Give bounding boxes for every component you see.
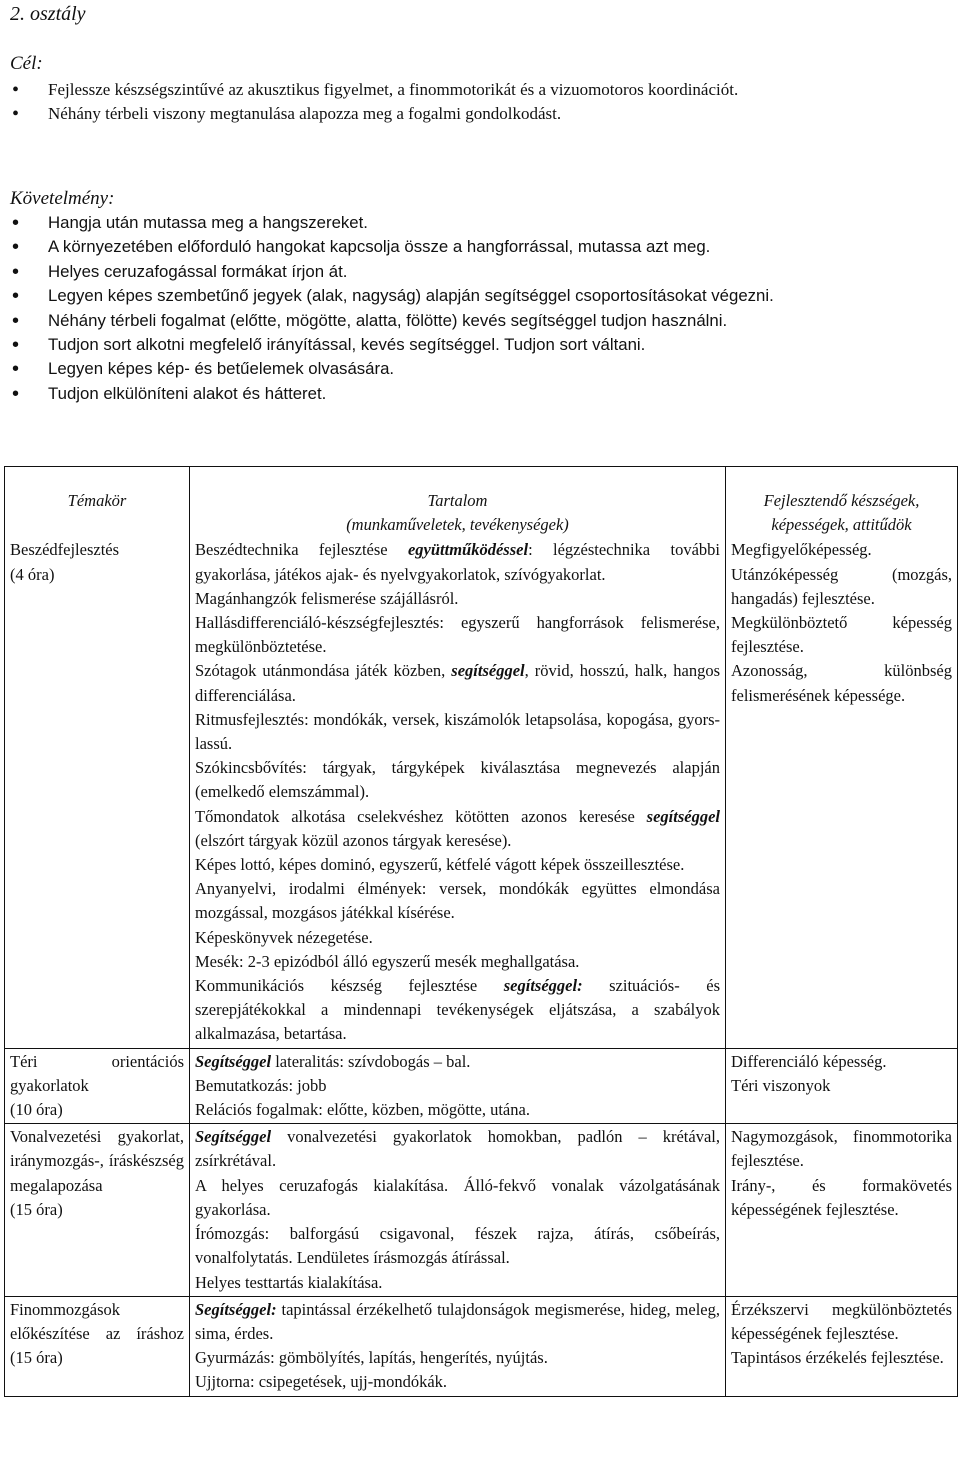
content-text: Mesék: 2-3 epizódból álló egyszerű mesék meghallgatása. (195, 951, 580, 971)
goal-item: • Fejlessze készségszintűvé az akusztikus figyelmet, a finommotorikát és a vizuomotoros koordinációt. (10, 78, 960, 102)
content-paragraph (195, 950, 720, 974)
requirement-item: • Néhány térbeli fogalmat (előtte, mögötte, alatta, fölötte) kevés segítséggel tudjon használni. (10, 309, 960, 333)
content-paragraph (195, 756, 720, 804)
topic-hours: (15 óra) (10, 1199, 63, 1219)
content-paragraph (195, 1346, 720, 1370)
content-cell (190, 537, 726, 1048)
skill-item: Megfigyelőképesség. (731, 540, 872, 560)
topic-hours: (10 óra) (10, 1100, 63, 1120)
content-text: Ujjtorna: csipegetések, ujj-mondókák. (195, 1372, 448, 1392)
emphasis-text: segítséggel (646, 806, 720, 826)
table-row (5, 537, 958, 1048)
header-content (190, 467, 726, 538)
requirement-item: • Helyes ceruzafogással formákat írjon át. (10, 260, 960, 284)
content-paragraph (195, 1125, 720, 1173)
content-text: A helyes ceruzafogás kialakítása. Álló-fekvő vonalak vázolgatásának gyakorlása. (195, 1175, 720, 1219)
skill-item: Érzékszervi megkülönböztetés képességének fejlesztése. (731, 1299, 952, 1343)
skill-item: Tapintásos érzékelés fejlesztése. (731, 1348, 944, 1368)
content-text: Magánhangzók felismerése szájállásról. (195, 588, 459, 608)
header-skills-sublabel: képességek, attitűdök (771, 515, 912, 535)
emphasis-text: Segítséggel (195, 1051, 272, 1071)
content-text: , rövid, hosszú, halk, hangos differenciálása. (195, 661, 720, 705)
topic-name: Beszédfejlesztés (10, 540, 120, 560)
content-text: lateralitás: szívdobogás – bal. (271, 1051, 471, 1071)
content-paragraph (195, 611, 720, 659)
content-paragraph (195, 926, 720, 950)
skills-cell (726, 1124, 958, 1296)
skill-item: Utánzóképesség (mozgás, hangadás) fejlesztése. (731, 564, 952, 608)
content-paragraph (195, 1298, 720, 1346)
requirement-list (10, 211, 960, 406)
content-paragraph (195, 877, 720, 925)
content-text: Bemutatkozás: jobb (195, 1075, 327, 1095)
content-text: Tőmondatok alkotása cselekvéshez kötötten azonos keresése (195, 806, 647, 826)
emphasis-text: Segítséggel (195, 1127, 272, 1147)
emphasis-text: segítséggel (451, 661, 525, 681)
content-text: Relációs fogalmak: előtte, közben, mögötte, utána. (195, 1100, 530, 1120)
content-cell (190, 1296, 726, 1396)
skill-item: Téri viszonyok (731, 1075, 831, 1095)
skill-item: Differenciáló képesség. (731, 1051, 887, 1071)
page-title: 2. osztály (10, 3, 86, 25)
table-row (5, 1048, 958, 1124)
content-text: szituációs- és szerepjátékokkal a mindennapi tevékenységek eljátszása, a szabályok alkalmazása, betartása. (195, 976, 720, 1044)
content-text: vonalvezetési gyakorlatok homokban, padlón – krétával, zsírkrétával. (195, 1127, 720, 1171)
header-skills-label: Fejlesztendő készségek, (763, 491, 920, 510)
goal-heading: Cél: (10, 53, 43, 74)
content-paragraph (195, 1098, 720, 1122)
content-text: Helyes testtartás kialakítása. (195, 1272, 383, 1292)
header-skills (726, 467, 958, 538)
content-paragraph (195, 1174, 720, 1222)
topic-cell (5, 1048, 190, 1124)
skill-item: Irány-, és formakövetés képességének fejlesztése. (731, 1175, 952, 1219)
content-paragraph (195, 1050, 720, 1074)
content-text: Ritmusfejlesztés: mondókák, versek, kiszámolók letapsolása, kopogása, gyors-lassú. (195, 709, 720, 754)
content-text: tapintással érzékelhető tulajdonságok megismerése, hideg, meleg, sima, érdes. (195, 1299, 720, 1343)
content-paragraph (195, 1222, 720, 1270)
content-paragraph (195, 538, 720, 586)
goal-list (10, 78, 960, 127)
content-text: Képes lottó, képes dominó, egyszerű, kétfelé vágott képek összeillesztése. (195, 855, 685, 875)
topic-hours: (15 óra) (10, 1348, 63, 1368)
content-text: Szókincsbővítés: tárgyak, tárgyképek kiválasztása megnevezés alapján (emelkedő elemszámmal). (195, 758, 720, 802)
table-row (5, 1296, 958, 1396)
content-paragraph (195, 974, 720, 1047)
topic-name: Téri orientációs gyakorlatok (10, 1051, 184, 1095)
emphasis-text: együttműködéssel (407, 540, 529, 560)
content-paragraph (195, 1370, 720, 1394)
header-topic (5, 467, 190, 538)
header-content-sublabel: (munkaműveletek, tevékenységek) (346, 515, 569, 535)
content-paragraph (195, 853, 720, 877)
skill-item: Nagymozgások, finommotorika fejlesztése. (731, 1127, 952, 1171)
content-paragraph (195, 708, 720, 756)
content-paragraph (195, 587, 720, 611)
content-text: Képeskönyvek nézegetése. (195, 927, 373, 947)
content-text: Gyurmázás: gömbölyítés, lapítás, hengerítés, nyújtás. (195, 1348, 548, 1368)
requirement-item: • A környezetében előforduló hangokat kapcsolja össze a hangforrással, mutassa azt meg. (10, 235, 960, 259)
requirement-item: • Legyen képes szembetűnő jegyek (alak, nagyság) alapján segítséggel csoportosításokat végezni. (10, 284, 960, 308)
content-text: Beszédtechnika fejlesztése (195, 540, 408, 560)
topic-cell (5, 1124, 190, 1296)
skills-cell (726, 1048, 958, 1124)
content-text: Szótagok utánmondása játék közben, (195, 661, 452, 681)
content-text: Írómozgás: balforgású csigavonal, fészek rajza, átírás, csőbeírás, vonalfolytatás. Lendületes írásmozgás átírással. (195, 1224, 720, 1268)
emphasis-text: Segítséggel: (195, 1299, 277, 1319)
requirement-item: • Legyen képes kép- és betűelemek olvasására. (10, 357, 960, 381)
emphasis-text: segítséggel: (503, 976, 583, 996)
content-cell (190, 1124, 726, 1296)
topic-name: Vonalvezetési gyakorlat, iránymozgás-, íráskészség megalapozása (10, 1127, 184, 1195)
skill-item: Megkülönböztető képesség fejlesztése. (731, 613, 952, 657)
header-content-label: Tartalom (427, 491, 488, 510)
content-paragraph (195, 1271, 720, 1295)
requirement-item: • Tudjon sort alkotni megfelelő irányítással, kevés segítséggel. Tudjon sort váltani. (10, 333, 960, 357)
topic-hours: (4 óra) (10, 564, 55, 584)
content-text: Kommunikációs készség fejlesztése (195, 976, 504, 996)
content-text: : légzéstechnika további gyakorlása, játékos ajak- és nyelvgyakorlatok, szívógyakorlat. (195, 540, 720, 584)
header-topic-label: Témakör (67, 491, 127, 510)
requirement-heading: Követelmény: (10, 188, 115, 209)
content-text: Anyanyelvi, irodalmi élmények: versek, mondókák együttes elmondása mozgással, mozgásos játékkal kísérése. (195, 879, 720, 923)
requirement-item: • Tudjon elkülöníteni alakot és hátteret. (10, 382, 960, 406)
content-text: (elszórt tárgyak közül azonos tárgyak keresése). (195, 830, 512, 850)
skills-cell (726, 1296, 958, 1396)
skills-cell (726, 537, 958, 1048)
goal-item: • Néhány térbeli viszony megtanulása alapozza meg a fogalmi gondolkodást. (10, 102, 960, 126)
content-paragraph (195, 1074, 720, 1098)
topic-cell (5, 1296, 190, 1396)
topic-name: Finommozgások előkészítése az íráshoz (10, 1299, 184, 1343)
skill-item: Azonosság, különbség felismerésének képessége. (731, 661, 952, 705)
content-paragraph (195, 805, 720, 853)
content-cell (190, 1048, 726, 1124)
table-row (5, 1124, 958, 1296)
topic-cell (5, 537, 190, 1048)
curriculum-table (4, 466, 958, 1397)
content-paragraph (195, 659, 720, 707)
content-text: Hallásdifferenciáló-készségfejlesztés: egyszerű hangforrások felismerése, megkülönböztetése. (195, 613, 720, 657)
table-header-row (5, 467, 958, 538)
requirement-item: • Hangja után mutassa meg a hangszereket. (10, 211, 960, 235)
